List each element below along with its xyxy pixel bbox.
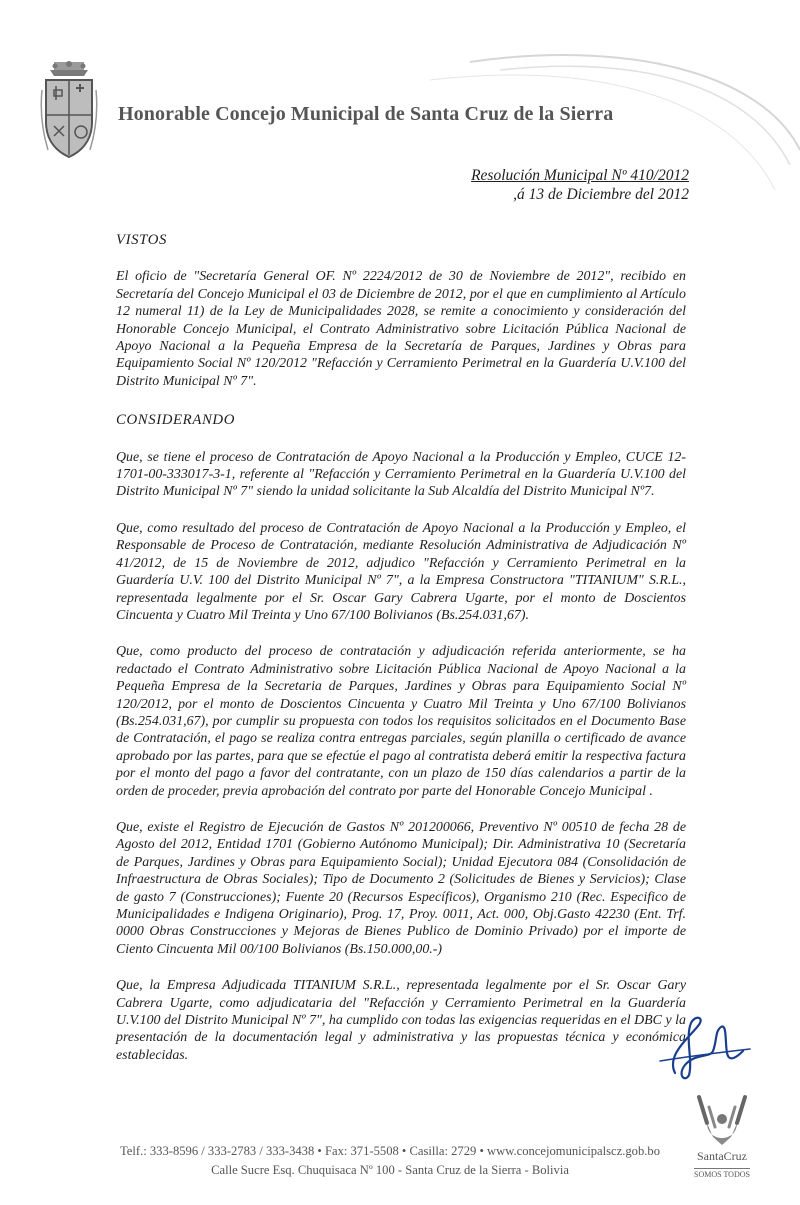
section-heading-considerando: CONSIDERANDO <box>116 412 235 429</box>
coat-of-arms-icon <box>40 60 98 160</box>
resolution-date: ,á 13 de Diciembre del 2012 <box>513 186 689 203</box>
logo-name-text: SantaCruz <box>697 1149 747 1163</box>
paragraph-vistos: El oficio de "Secretaría General OF. Nº 2224/2012 de 30 de Noviembre de 2012", recibido en Secretaría del Concejo Municipal el 03 de Diciembre de 2012, por el que en cumplimiento al Artículo 12 numeral 11) de la Ley de Municipalidades 2028, se remite a conocimiento y consideración del Honorable Concejo Municipal, el Contrato Administrativo sobre Licitación Pública Nacional de Apoyo Nacional a la Pequeña Empresa de la Secretaría de Parques, Jardines y Obras para Equipamiento Social Nº 120/2012 "Refacción y Cerramiento Perimetral en la Guardería U.V.100 del Distrito Municipal Nº 7". <box>116 269 686 389</box>
paragraph-considerando-5: Que, la Empresa Adjudicada TITANIUM S.R.L., representada legalmente por el Sr. Oscar Gary Cabrera Ugarte, como adjudicataria del "Refacción y Cerramiento Perimetral en la Guardería U.V.100 del Distrito Municipal Nº 7", ha cumplido con todas las exigencias requeridas en el DBC y la presentación de la documentación legal y administrativa y las propuestas técnica y económica establecidas. <box>116 978 686 1063</box>
resolution-block <box>471 166 689 205</box>
resolution-number: Resolución Municipal Nº 410/2012 <box>471 167 689 184</box>
paragraph-considerando-1: Que, se tiene el proceso de Contratación de Apoyo Nacional a la Producción y Empleo, CUCE 12-1701-00-333017-3-1, referente al "Refacción y Cerramiento Perimetral en la Guardería U.V.100 del Distrito Municipal Nº 7" siendo la unidad solicitante la Sub Alcaldía del Distrito Municipal Nº7. <box>116 449 686 500</box>
handwritten-signature <box>655 1013 755 1088</box>
paragraph-considerando-3: Que, como producto del proceso de contratación y adjudicación referida anteriormente, se ha redactado el Contrato Administrativo sobre Licitación Pública Nacional de Apoyo Nacional a la Pequeña Empresa de la Secretaria de Parques, Jardines y Obras para Equipamiento Social Nº 120/2012, por el monto de Doscientos Cincuenta y Cuatro Mil Treinta y Uno 67/100 Bolivianos (Bs.254.031,67), por cumplir su propuesta con todos los requisitos solicitados en el Documento Base de Contratación, el pago se realiza contra entregas parciales, según planilla o certificado de avance aprobado por las partes, para que se efectúe el pago al contratista deberá emitir la respectiva factura por el monto del pago a favor del contratante, con un plazo de 150 días calendarios a partir de la orden de proceder, previa aprobación del contrato por parte del Honorable Concejo Municipal . <box>116 644 686 799</box>
document-body <box>116 232 686 1083</box>
footer-address-line: Calle Sucre Esq. Chuquisaca Nº 100 - Santa Cruz de la Sierra - Bolivia <box>211 1163 569 1177</box>
page-footer <box>105 1142 675 1180</box>
council-name-heading: Honorable Concejo Municipal de Santa Cruz de la Sierra <box>118 103 614 125</box>
santa-cruz-logo <box>682 1093 762 1185</box>
paragraph-considerando-2: Que, como resultado del proceso de Contratación de Apoyo Nacional a la Producción y Empleo, el Responsable de Proceso de Contratación, mediante Resolución Administrativa de Adjudicación Nº 41/2012, de 15 de Noviembre de 2012, adjudico "Refacción y Cerramiento Perimetral en la Guardería U.V. 100 del Distrito Municipal Nº 7", a la Empresa Constructora "TITANIUM" S.R.L., representada legalmente por el Sr. Oscar Gary Cabrera Ugarte, por el monto de Doscientos Cincuenta y Cuatro Mil Treinta y Uno 67/100 Bolivianos (Bs.254.031,67). <box>116 520 686 623</box>
santa-cruz-figures-icon <box>687 1093 757 1149</box>
footer-contact-line: Telf.: 333-8596 / 333-2783 / 333-3438 • Fax: 371-5508 • Casilla: 2729 • www.concejomunicipalscz.gob.bo <box>119 1144 661 1158</box>
section-heading-vistos: VISTOS <box>116 232 168 248</box>
logo-tagline-text: SOMOS TODOS <box>694 1170 750 1179</box>
paragraph-considerando-4: Que, existe el Registro de Ejecución de Gastos Nº 201200066, Preventivo Nº 00510 de fecha 28 de Agosto del 2012, Entidad 1701 (Gobierno Autónomo Municipal); Dir. Administrativa 10 (Secretaría de Parques, Jardines y Obras para Equipamiento Social); Unidad Ejecutora 084 (Consolidación de Infraestructura de Obras Sociales); Tipo de Documento 2 (Solicitudes de Bienes y Servicios); Clase de gasto 7 (Construcciones); Fuente 20 (Recursos Específicos), Organismo 210 (Rec. Especifico de Municipalidades e Indigena Originario), Prog. 17, Proy. 0011, Act. 000, Obj.Gasto 42230 (Ent. Trf. 0000 Obras Construcciones y Mejoras de Bienes Publico de Dominio Privado) por el importe de Ciento Cincuenta Mil 00/100 Bolivianos (Bs.150.000,00.-) <box>116 819 686 957</box>
